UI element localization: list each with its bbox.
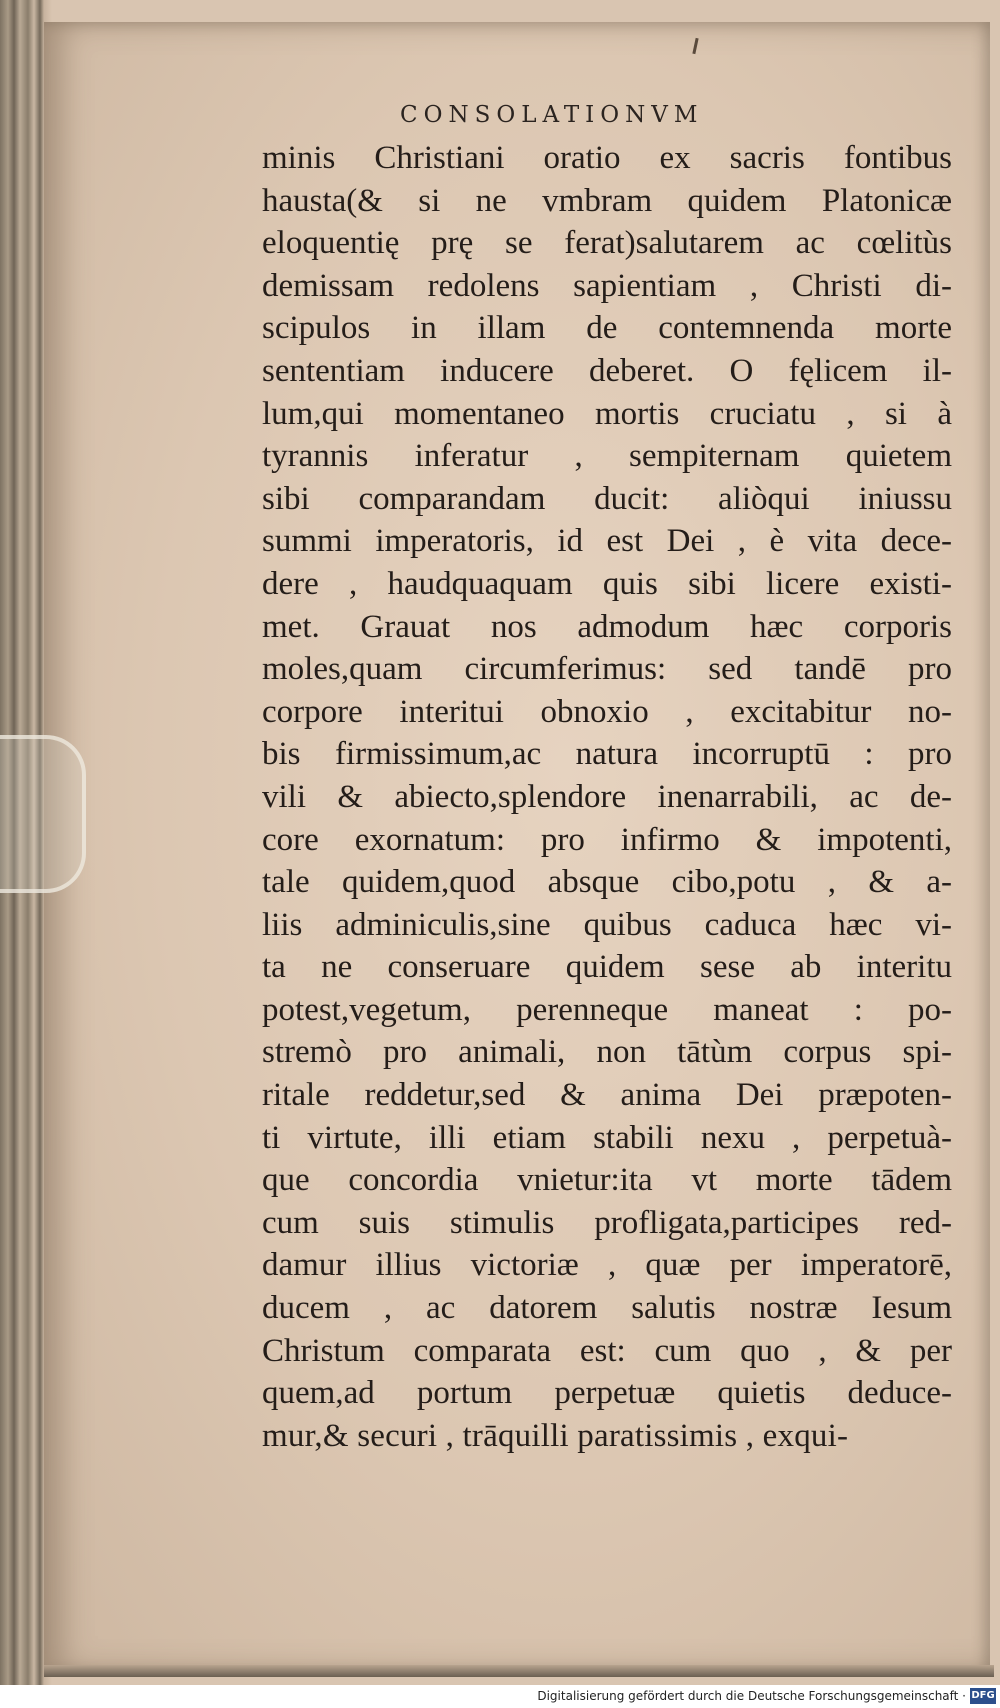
text-line: potest,vegetum, perenneque maneat : po-	[262, 991, 952, 1028]
text-line: corpore interitui obnoxio , excitabitur no-	[262, 693, 952, 730]
text-line: moles,quam circumferimus: sed tandē pro	[262, 651, 952, 688]
text-line: ducem , ac datorem salutis nostræ Iesum	[262, 1290, 952, 1327]
text-line: eloquentię prę se ferat)salutarem ac cœlitùs	[262, 225, 952, 262]
text-line: tale quidem,quod absque cibo,potu , & a-	[262, 864, 952, 901]
page-edge	[44, 1665, 994, 1677]
text-line: tyrannis inferatur , sempiternam quietem	[262, 438, 952, 475]
text-line: demissam redolens sapientiam , Christi di-	[262, 267, 952, 304]
text-line: liis adminiculis,sine quibus caduca hæc vi-	[262, 906, 952, 943]
text-line: cum suis stimulis profligata,participes red-	[262, 1204, 952, 1241]
text-line: scipulos in illam de contemnenda morte	[262, 310, 952, 347]
text-line: que concordia vnietur:ita vt morte tādem	[262, 1162, 952, 1199]
text-line: ti virtute, illi etiam stabili nexu , perpetuà-	[262, 1119, 952, 1156]
text-line: sibi comparandam ducit: aliòqui iniussu	[262, 480, 952, 517]
bookmark-ribbon	[0, 735, 86, 893]
dfg-logo: DFG	[970, 1688, 996, 1704]
text-line: Christum comparata est: cum quo , & per	[262, 1332, 952, 1369]
running-head: CONSOLATIONVM	[400, 102, 704, 128]
text-line: summi imperatoris, id est Dei , è vita dece-	[262, 523, 952, 560]
text-line: ritale reddetur,sed & anima Dei præpoten-	[262, 1077, 952, 1114]
text-line: met. Grauat nos admodum hæc corporis	[262, 608, 952, 645]
text-line: ta ne conseruare quidem sese ab interitu	[262, 949, 952, 986]
text-line: lum,qui momentaneo mortis cruciatu , si à	[262, 395, 952, 432]
text-line: bis firmissimum,ac natura incorruptū : pro	[262, 736, 952, 773]
text-line: hausta(& si ne vmbram quidem Platonicæ	[262, 182, 952, 219]
footer-bar	[0, 1685, 1000, 1708]
page-body-text	[262, 137, 952, 1457]
text-line: dere , haudquaquam quis sibi licere existi-	[262, 565, 952, 602]
digitization-credit: Digitalisierung gefördert durch die Deutsche Forschungsgemeinschaft ·	[537, 1689, 966, 1703]
text-line: core exornatum: pro infirmo & impotenti,	[262, 821, 952, 858]
text-line: mur,& securi , trāquilli paratissimis , exqui-	[262, 1417, 849, 1454]
text-line: vili & abiecto,splendore inenarrabili, ac de-	[262, 778, 952, 815]
text-line: stremò pro animali, non tātùm corpus spi-	[262, 1034, 952, 1071]
text-line: quem,ad portum perpetuæ quietis deduce-	[262, 1375, 952, 1412]
text-line: damur illius victoriæ , quæ per imperatorē,	[262, 1247, 952, 1284]
text-line: sententiam inducere deberet. O fęlicem il-	[262, 352, 952, 389]
text-line: minis Christiani oratio ex sacris fontibus	[262, 140, 952, 176]
